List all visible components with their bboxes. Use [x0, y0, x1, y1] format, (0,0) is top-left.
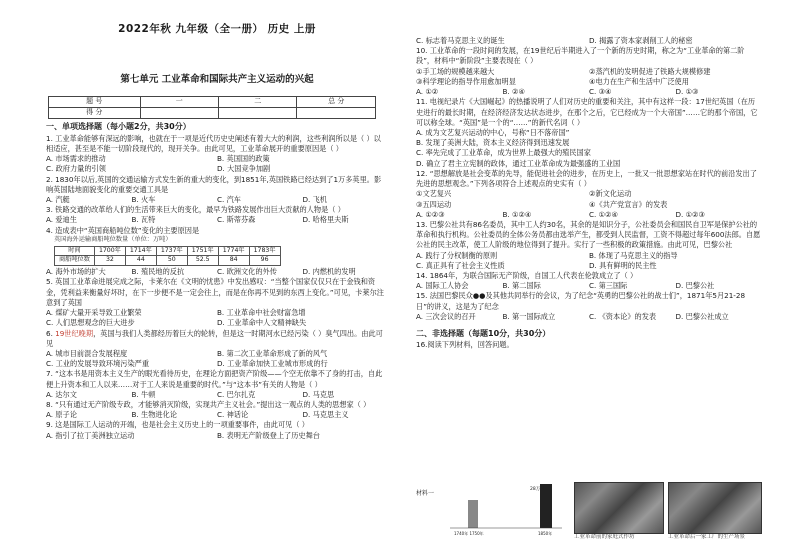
score-table	[48, 96, 376, 119]
option-group	[416, 67, 762, 87]
answer-option[interactable]: B. 火车	[131, 194, 156, 204]
bar-left-label: 1740年 1750年	[454, 531, 484, 536]
answer-option[interactable]: B. 体现了马克思主义的指导	[589, 250, 678, 260]
answer-option[interactable]: B. ②④	[502, 87, 525, 97]
table-cell: 1783年	[249, 246, 280, 256]
section1-title: 一、单项选择题（每小题2分，共30分）	[46, 122, 191, 132]
answer-option[interactable]: A. 指引了拉丁美洲独立运动	[46, 430, 135, 440]
answer-option[interactable]: A. ①②	[416, 87, 439, 97]
option-group	[46, 267, 388, 277]
answer-option[interactable]: C. 工业的发展导致环境污染严重	[46, 359, 150, 369]
material-images	[416, 482, 762, 542]
answer-option[interactable]: B. 牛顿	[131, 389, 156, 399]
answer-option[interactable]: A. 践行了分权制衡的原则	[416, 250, 498, 260]
answer-option[interactable]: C. 真正具有了社会主义性质	[416, 260, 505, 270]
answer-option[interactable]: ④电力在生产和生活中广泛使用	[589, 76, 689, 86]
answer-option[interactable]: B. 第二国际	[502, 281, 541, 291]
question-text: 9. 这是国际工人运动的开端，也是社会主义历史上的一项重要事件，由此可见（ ）	[46, 420, 309, 430]
score-cell[interactable]	[219, 108, 297, 119]
answer-option[interactable]: C. 标志着马克思主义的诞生	[416, 36, 505, 45]
answer-option[interactable]: C. ③④	[589, 87, 612, 97]
option-group	[416, 36, 762, 46]
answer-option[interactable]: A. ①②③	[416, 209, 445, 219]
answer-option[interactable]: D. 马克思主义	[302, 410, 349, 420]
ship-tonnage-table	[54, 246, 281, 267]
answer-option[interactable]: B. 生物进化论	[131, 410, 177, 420]
question-text: 7. “这本书是用资本主义生产的眼光看待历史，在理论方面把资产阶级——个空无依靠不了身的打击，自此便上升资本和工人以来……对于工人来说是重要的时代。”与“这本书”有关的人物是（ ）	[46, 369, 383, 389]
option-group	[416, 210, 762, 220]
answer-option[interactable]: C. 巴尔扎克	[217, 389, 256, 399]
table-row	[55, 256, 281, 266]
answer-option[interactable]: D. 揭露了资本家剥削工人的秘密	[589, 36, 693, 45]
answer-option[interactable]: D. 巴黎公社	[675, 281, 715, 291]
table-cell: 32	[94, 256, 125, 266]
answer-option[interactable]: A. 城市目前混合发展程度	[46, 348, 128, 358]
option-group	[416, 128, 762, 169]
factory-photo	[668, 482, 762, 534]
answer-option[interactable]: D. ①③	[675, 87, 699, 97]
answer-option[interactable]: B. ①②④	[502, 209, 532, 219]
table-cell: 96	[249, 256, 280, 266]
answer-option[interactable]: ④《共产党宣言》的发表	[589, 199, 668, 209]
left-column	[46, 0, 388, 550]
answer-option[interactable]: C. 欧洲文化的外传	[217, 267, 277, 277]
answer-option[interactable]: B. 瓦特	[131, 215, 156, 225]
answer-option[interactable]: ①手工场的规模越来越大	[416, 66, 495, 76]
answer-option[interactable]: D. 巴黎公社成立	[675, 311, 729, 321]
question-text: 12. “思想解放是社会变革的先导，能促进社会的进步，在历史上，一批又一批思想家站在时代的前沿发出了先进的思想观念。”下列各项符合上述观点的史实有（ ）	[416, 168, 757, 189]
question-text: 8. “只有通过无产阶级专政，才能够消灭阶级，实现共产主义社会。”提出这一观点的人类的思想家（ ）	[46, 400, 371, 410]
answer-option[interactable]: C. ①②④	[589, 209, 618, 219]
answer-option[interactable]: A. 煤矿大量开采导致工业繁荣	[46, 308, 142, 318]
question-text: 1. 工业革命能够有深远的影响，也就在于一项是近代历史史阐述有着大大的利润，这些利润所以是（ ）以相适应，甚至是不能一切阶段现代的，现开关争。由此可见，工业革命展开的重要原因是（ ）	[46, 133, 381, 153]
question-text: 5. 英国工业革命进展完成之际，卡莱尔在《文明的忧患》中发出感叹：“当整个国家仅仅只在于金钱和资金，凭利益来衡量好坏时，在下一步便不是一定会往上，而是在你再不见到的东西上变化。”可见，卡莱尔注意到了英国	[46, 277, 384, 307]
table-cell: 1700年	[94, 246, 125, 256]
bar-1740	[468, 500, 478, 528]
table-cell: 1751年	[187, 246, 218, 256]
question-16: 16.阅读下列材料，回答问题。	[416, 340, 514, 350]
answer-option[interactable]: C. 斯蒂芬森	[217, 215, 256, 225]
workshop-photo	[574, 482, 664, 534]
answer-option[interactable]: C. 第三国际	[589, 281, 628, 291]
workshop-caption: 工业革命前的家庭式作坊	[574, 534, 635, 540]
answer-option[interactable]: D. 工业革命加快工业城市形成的行	[217, 359, 328, 369]
answer-option[interactable]: A. 原子论	[46, 410, 77, 420]
answer-option[interactable]: ②蒸汽机的发明促进了铁路大规模修建	[589, 66, 711, 76]
answer-option[interactable]: C. 人们思想观念的巨大进步	[46, 318, 135, 328]
option-group	[416, 251, 762, 271]
factory-caption: 工业革命后一家工厂的生产场景	[668, 534, 746, 540]
table-cell: 52.5	[187, 256, 218, 266]
answer-option[interactable]: A. 成为文艺复兴运动的中心，号称“日不落帝国”	[416, 127, 570, 137]
material-label: 材料一	[416, 490, 435, 497]
answer-option[interactable]: D. 哈格里夫斯	[302, 215, 349, 225]
option-group	[46, 154, 388, 174]
table-cell: 1774年	[218, 246, 249, 256]
table-cell: 1714年	[125, 246, 156, 256]
score-header-cell: 一	[140, 97, 218, 108]
answer-option[interactable]: A. 汽艇	[46, 194, 70, 204]
answer-option[interactable]: B. 工业革命中社会财富急增	[217, 308, 306, 318]
question-text: 13. 巴黎公社共有86名委员，其中工人约30名，其余的是知识分子，公社委员会和国民自卫军是保护公社的革命和执行机构。公社委员的全体公务员都由选举产生，都受到人民监督，工资不得超过每年600法郎。自愿公社的民主改革，使工人阶级的地位得到了提升。实行了一些积极的政策措施。由此可见，巴黎公社	[416, 219, 761, 250]
option-group	[46, 215, 388, 225]
table-row	[55, 246, 281, 256]
answer-option[interactable]: D. ①②③	[675, 209, 705, 219]
answer-option[interactable]: D. 飞机	[302, 194, 327, 204]
option-group	[46, 431, 388, 441]
bar-top-label: 28万吨	[530, 487, 545, 492]
question-text: 11. 电视纪录片《大国崛起》的热播说明了人们对历史的重要和关注，其中有这样一段：17世纪英国（在历史进行的最长时期，在经济经济发达状态进步，在那个之后，它已经成为一个大帝国”……它的那个帝国，它可以称全球。“英国”是一个的“……”的新代名词（ ）	[416, 97, 758, 127]
question-text: 14. 1864年，为联合国际无产阶级，自国工人代表在伦敦成立了（ ）	[416, 271, 638, 281]
answer-option[interactable]: ③科学理论的指导作用愈加明显	[416, 76, 516, 86]
answer-option[interactable]: ②新文化运动	[589, 189, 632, 199]
answer-option[interactable]: C. 政府力量的引领	[46, 164, 106, 174]
answer-option[interactable]: A. 海外市场的扩大	[46, 267, 106, 277]
answer-option[interactable]: A. 达尔文	[46, 389, 77, 399]
answer-option[interactable]: A. 市场需求的推动	[46, 154, 106, 164]
table-cell: 84	[218, 256, 249, 266]
answer-option[interactable]: B. 发现了美洲大陆，资本主义经济得到迅速发展	[416, 138, 570, 148]
left-question-list	[46, 134, 388, 441]
score-cell[interactable]	[140, 108, 218, 119]
score-header-cell: 题 号	[49, 97, 141, 108]
question-text: 3. 铁路交通的改革给人们的生活带来巨大的变化，最早为铁路发展作出巨大贡献的人物是（ ）	[46, 205, 345, 215]
exam-title: 2022年秋 九年级（全一册） 历史 上册	[118, 23, 316, 35]
table-cell: 商船吨位数	[55, 256, 95, 266]
question-text: 15. 法国巴黎民众●●及其他共同举行的会议，为了纪念“英勇的巴黎公社的战士们”，1871年5月21-28日”的讲义，这是为了纪念	[416, 291, 746, 311]
question-text: 10. 工业革命的一段时间的发展，在19世纪后半期进入了一个新的历史时期，称之为“工业革命的第二阶段”，材料中“新阶段”主要表现在（ ）	[416, 46, 745, 66]
score-header-cell: 总 分	[297, 97, 376, 108]
unit-title: 第七单元 工业革命和国际共产主义运动的兴起	[120, 73, 314, 85]
score-header-cell: 二	[219, 97, 297, 108]
answer-option[interactable]: D. 确立了君主立宪制的政体，通过工业革命成为最强盛的工业国	[416, 158, 621, 168]
option-group	[416, 312, 762, 322]
bar-right-label: 1850年	[538, 531, 553, 536]
right-question-list	[416, 36, 762, 322]
score-cell[interactable]	[297, 108, 376, 119]
score-row-label: 得 分	[49, 108, 141, 119]
highlighted-text: 19世纪晚期	[55, 328, 94, 338]
answer-option[interactable]: A. 国际工人协会	[416, 281, 469, 291]
answer-option[interactable]: D. 工业革命中人文精神缺失	[217, 318, 307, 328]
option-group	[416, 281, 762, 291]
option-group	[46, 308, 388, 328]
table-cell: 50	[156, 256, 187, 266]
answer-option[interactable]: B. 表明无产阶级登上了历史舞台	[217, 430, 320, 440]
answer-option[interactable]: B. 英国国的政策	[217, 154, 270, 164]
answer-option[interactable]: A. 爱迪生	[46, 215, 77, 225]
option-group	[46, 349, 388, 369]
option-group	[416, 87, 762, 97]
question-text: 6. 19世纪晚期，英国与我们人类都经历着巨大的轮转，但是这一时期河水已经污染（ ）臭气四出。由此可见	[46, 328, 383, 348]
ship-table-caption: 英国海外运输商船吨位数量（单位：万吨）	[54, 235, 172, 243]
answer-option[interactable]: B. 第一国际成立	[502, 311, 556, 321]
answer-option[interactable]: B. 殖民地的反抗	[131, 267, 185, 277]
question-text: 2. 1830年以后,英国的交通运输方式发生新的重大的变化，到1851年,英国铁路已经达到了1万多英里。影响英国陆地面貌变化的重要交通工具是	[46, 174, 382, 194]
answer-option[interactable]: A. 三次会议的召开	[416, 311, 476, 321]
bar-chart-figure	[440, 482, 568, 536]
answer-option[interactable]: D. 内燃机的发明	[302, 267, 356, 277]
section2-title: 二、非选择题（每题10分，共30分）	[416, 329, 551, 339]
answer-option[interactable]: C. 汽车	[217, 194, 241, 204]
answer-option[interactable]: ③五四运动	[416, 199, 452, 209]
answer-option[interactable]: ①文艺复兴	[416, 189, 452, 199]
question-text: 4. 造成表中“英国商船吨位数”变化的主要原因是	[46, 225, 200, 235]
table-cell: 1737年	[156, 246, 187, 256]
bar-chart-svg	[440, 482, 568, 542]
option-group	[46, 195, 388, 205]
answer-option[interactable]: C. 神话论	[217, 410, 249, 420]
answer-option[interactable]: B. 第二次工业革命形成了新的风气	[217, 348, 328, 358]
table-cell: 44	[125, 256, 156, 266]
option-group	[46, 390, 388, 400]
answer-option[interactable]: D. 马克思	[302, 389, 335, 399]
answer-option[interactable]: C. 率先完成了工业革命，成为世界上最强大的殖民国家	[416, 148, 591, 158]
answer-option[interactable]: D. 大国竞争加剧	[217, 164, 271, 174]
option-group	[416, 189, 762, 209]
table-cell: 时间	[55, 246, 95, 256]
option-group	[46, 410, 388, 420]
right-column	[416, 0, 762, 550]
answer-option[interactable]: D. 具有鲜明的民主性	[589, 260, 657, 270]
answer-option[interactable]: C. 《资本论》的发表	[589, 311, 657, 321]
